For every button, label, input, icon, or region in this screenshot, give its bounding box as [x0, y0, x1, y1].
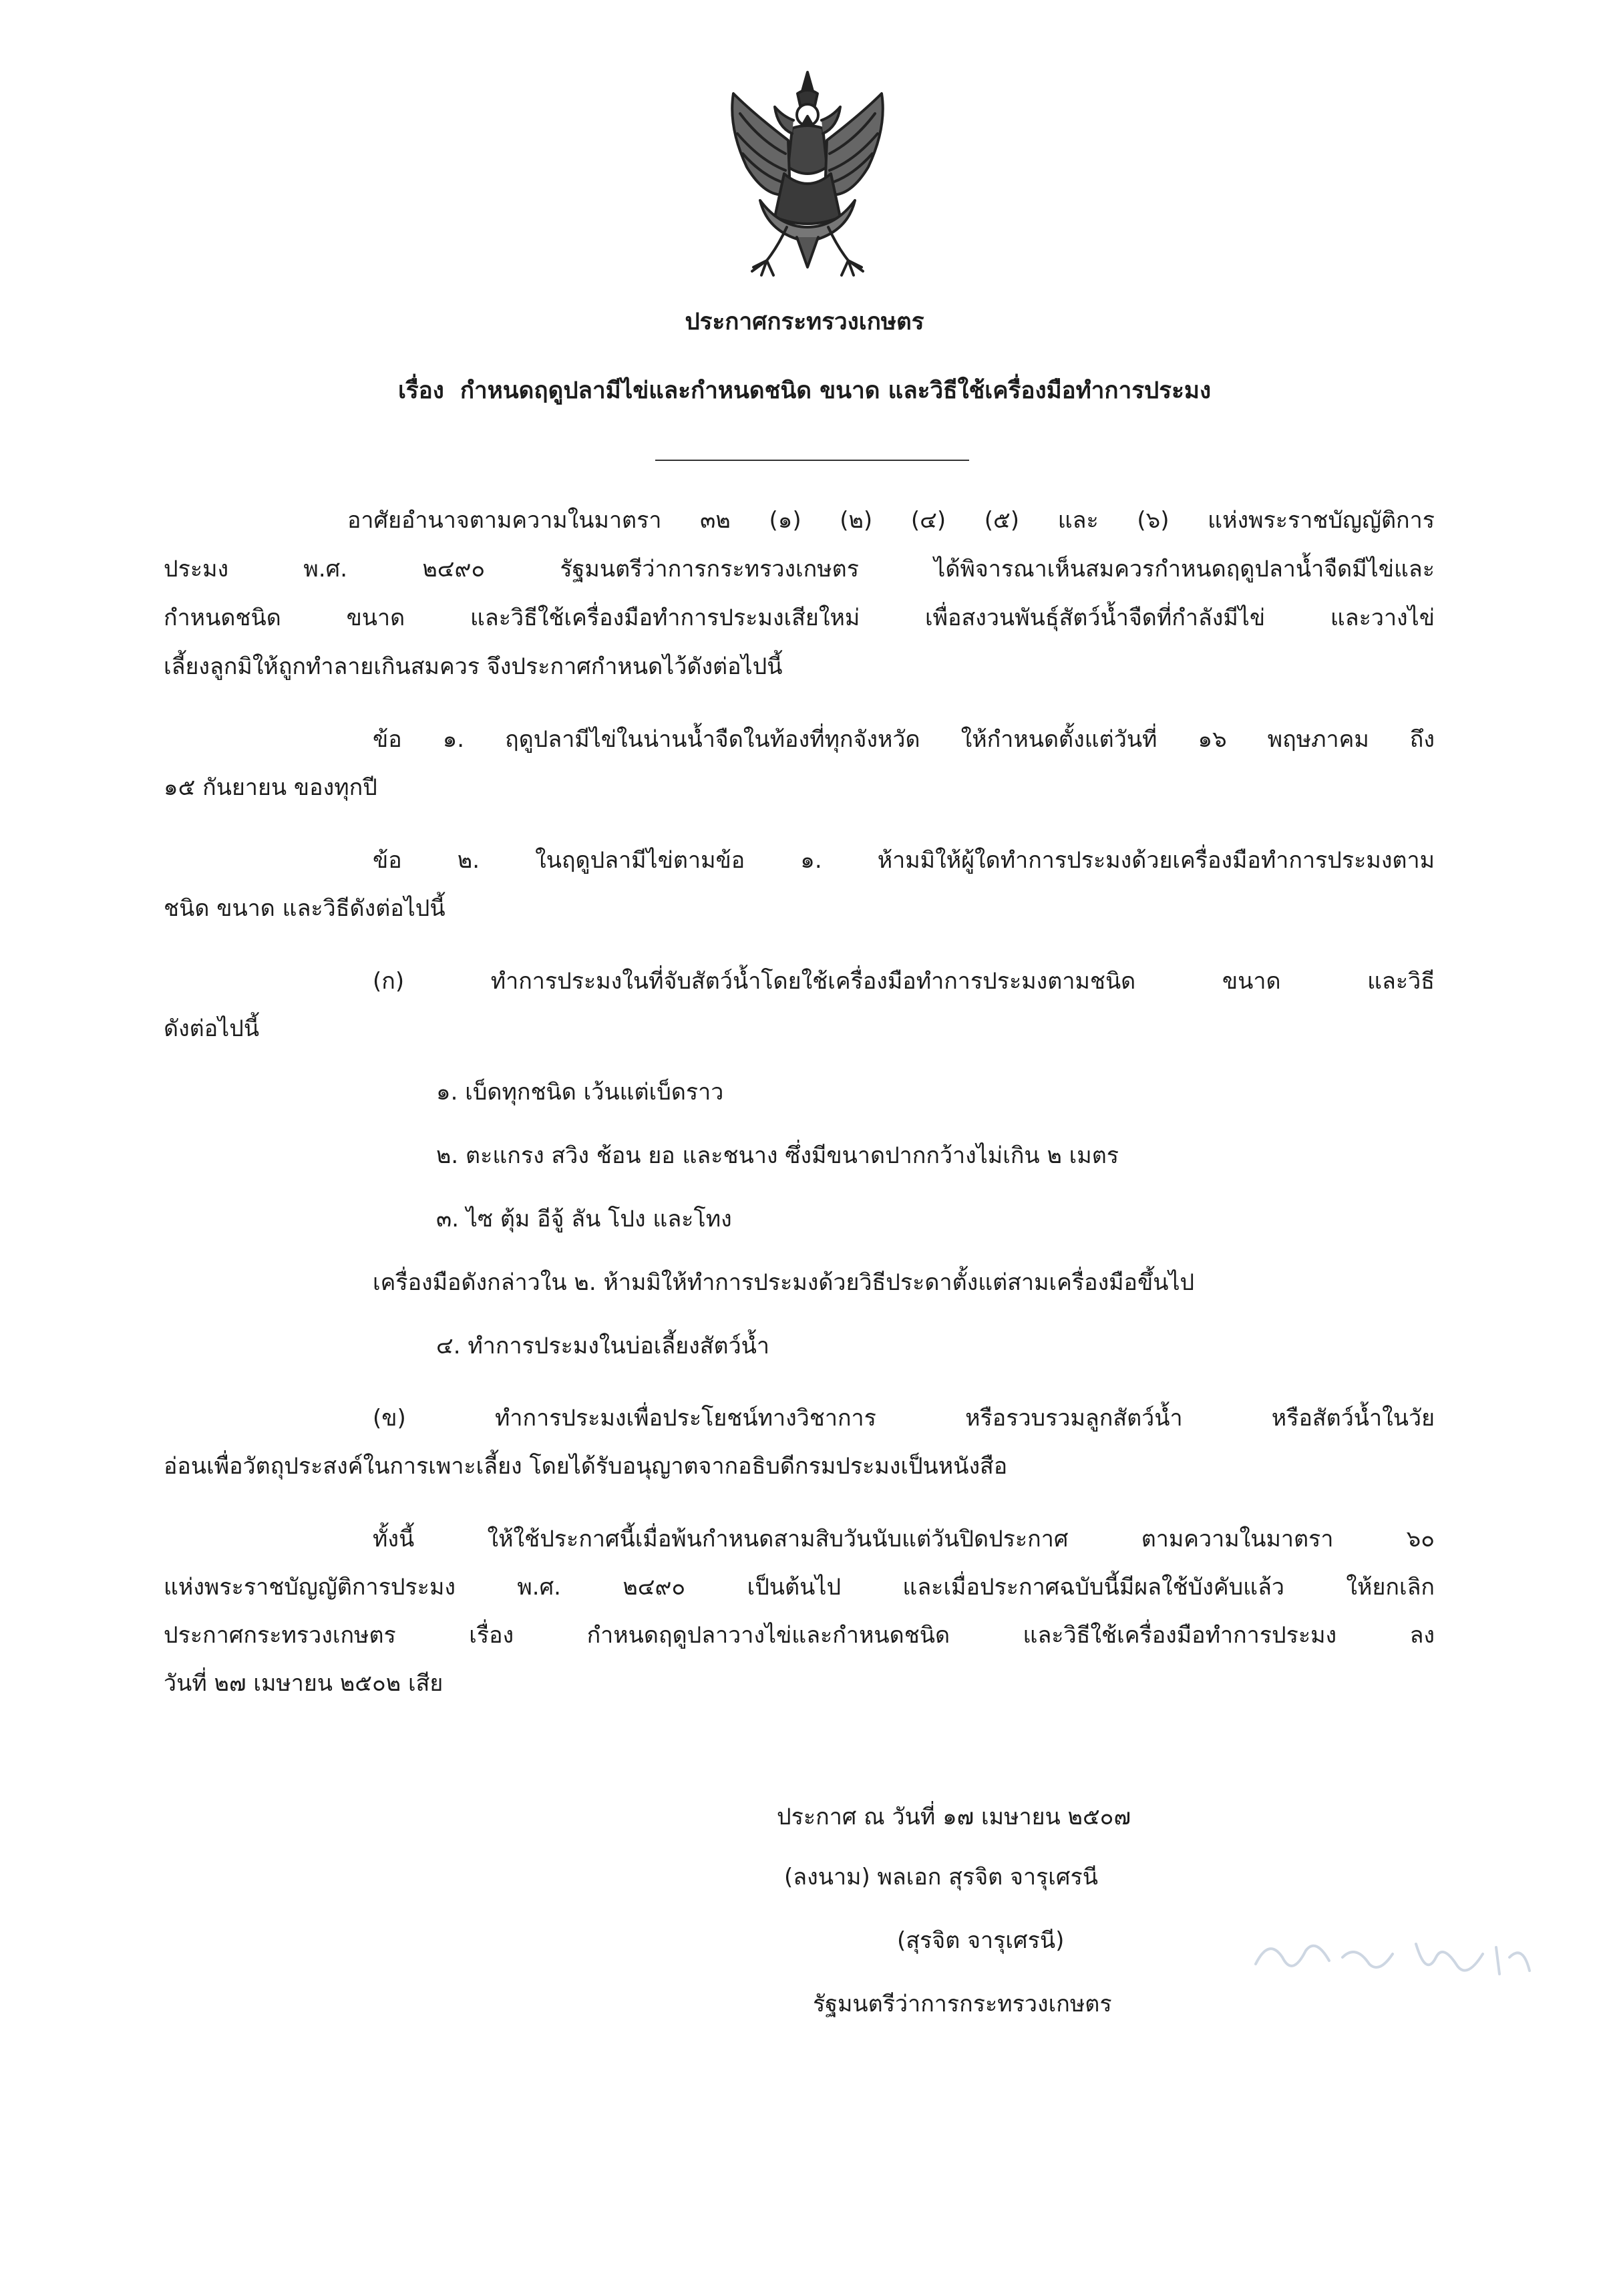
- title-divider: [655, 460, 969, 461]
- intro-line: เลี้ยงลูกมิให้ถูกทำลายเกินสมควร จึงประกาศกำหนดไว้ดังต่อไปนี้: [164, 653, 783, 680]
- signature-position: รัฐมนตรีว่าการกระทรวงเกษตร: [813, 1991, 1112, 2017]
- item-3: ๓. ไซ ตุ้ม อีจู้ ลัน โปง และโทง: [436, 1206, 732, 1233]
- closing-line: วันที่ ๒๗ เมษายน ๒๕๐๒ เสีย: [164, 1670, 443, 1697]
- sub-clause-b-line: อ่อนเพื่อวัตถุประสงค์ในการเพาะเลี้ยง โดยได้รับอนุญาตจากอธิบดีกรมประมงเป็นหนังสือ: [164, 1453, 1008, 1480]
- intro-line: อาศัยอำนาจตามความในมาตรา ๓๒ (๑) (๒) (๔) (๕) และ (๖) แห่งพระราชบัญญัติการ: [347, 507, 1435, 534]
- item-1: ๑. เบ็ดทุกชนิด เว้นแต่เบ็ดราว: [436, 1079, 724, 1106]
- handwritten-signature: [1242, 1917, 1576, 1997]
- signature-name: (สุรจิต จารุเศรนี): [897, 1927, 1065, 1954]
- item-note: เครื่องมือดังกล่าวใน ๒. ห้ามมิให้ทำการประมงด้วยวิธีประดาตั้งแต่สามเครื่องมือขึ้นไป: [373, 1269, 1195, 1296]
- signature-signed: (ลงนาม) พลเอก สุรจิต จารุเศรนี: [784, 1864, 1099, 1891]
- item-2: ๒. ตะแกรง สวิง ช้อน ยอ และชนาง ซึ่งมีขนาดปากกว้างไม่เกิน ๒ เมตร: [436, 1142, 1119, 1169]
- garuda-emblem: [713, 67, 902, 281]
- subject-text: กำหนดฤดูปลามีไข่และกำหนดชนิด ขนาด และวิธีใช้เครื่องมือทำการประมง: [460, 377, 1212, 404]
- clause-2-line: ข้อ ๒. ในฤดูปลามีไข่ตามข้อ ๑. ห้ามมิให้ผู้ใดทำการประมงด้วยเครื่องมือทำการประมงตาม: [373, 847, 1435, 874]
- closing-line: ประกาศกระทรวงเกษตร เรื่อง กำหนดฤดูปลาวางไข่และกำหนดชนิด และวิธีใช้เครื่องมือทำการประมง ลง: [164, 1622, 1435, 1649]
- sub-clause-a-line: ดังต่อไปนี้: [164, 1015, 260, 1042]
- page-title: ประกาศกระทรวงเกษตร: [685, 309, 924, 335]
- clause-2-line: ชนิด ขนาด และวิธีดังต่อไปนี้: [164, 895, 445, 922]
- intro-line: ประมง พ.ศ. ๒๔๙๐ รัฐมนตรีว่าการกระทรวงเกษตร ได้พิจารณาเห็นสมควรกำหนดฤดูปลาน้ำจืดมีไข่และ: [164, 556, 1435, 583]
- sub-clause-a-line: (ก) ทำการประมงในที่จับสัตว์น้ำโดยใช้เครื่องมือทำการประมงตามชนิด ขนาด และวิธี: [373, 968, 1435, 995]
- sub-clause-b-line: (ข) ทำการประมงเพื่อประโยชน์ทางวิชาการ หรือรวบรวมลูกสัตว์น้ำ หรือสัตว์น้ำในวัย: [373, 1405, 1435, 1432]
- closing-line: แห่งพระราชบัญญัติการประมง พ.ศ. ๒๔๙๐ เป็นต้นไป และเมื่อประกาศฉบับนี้มีผลใช้บังคับแล้ว ให้ยกเลิก: [164, 1574, 1435, 1601]
- item-4: ๔. ทำการประมงในบ่อเลี้ยงสัตว์น้ำ: [436, 1333, 769, 1359]
- signature-date: ประกาศ ณ วันที่ ๑๗ เมษายน ๒๕๐๗: [777, 1804, 1131, 1830]
- subject-line: [0, 375, 1609, 407]
- clause-1-line: ข้อ ๑. ฤดูปลามีไข่ในน่านน้ำจืดในท้องที่ทุกจังหวัด ให้กำหนดตั้งแต่วันที่ ๑๖ พฤษภาคม ถึง: [373, 726, 1435, 753]
- closing-line: ทั้งนี้ ให้ใช้ประกาศนี้เมื่อพ้นกำหนดสามสิบวันนับแต่วันปิดประกาศ ตามความในมาตรา ๖๐: [373, 1526, 1435, 1552]
- intro-line: กำหนดชนิด ขนาด และวิธีใช้เครื่องมือทำการประมงเสียใหม่ เพื่อสงวนพันธุ์สัตว์น้ำจืดที่กำลังมีไข่ และวางไข่: [164, 605, 1435, 631]
- clause-1-line: ๑๕ กันยายน ของทุกปี: [164, 774, 377, 801]
- subject-label: เรื่อง: [397, 377, 444, 404]
